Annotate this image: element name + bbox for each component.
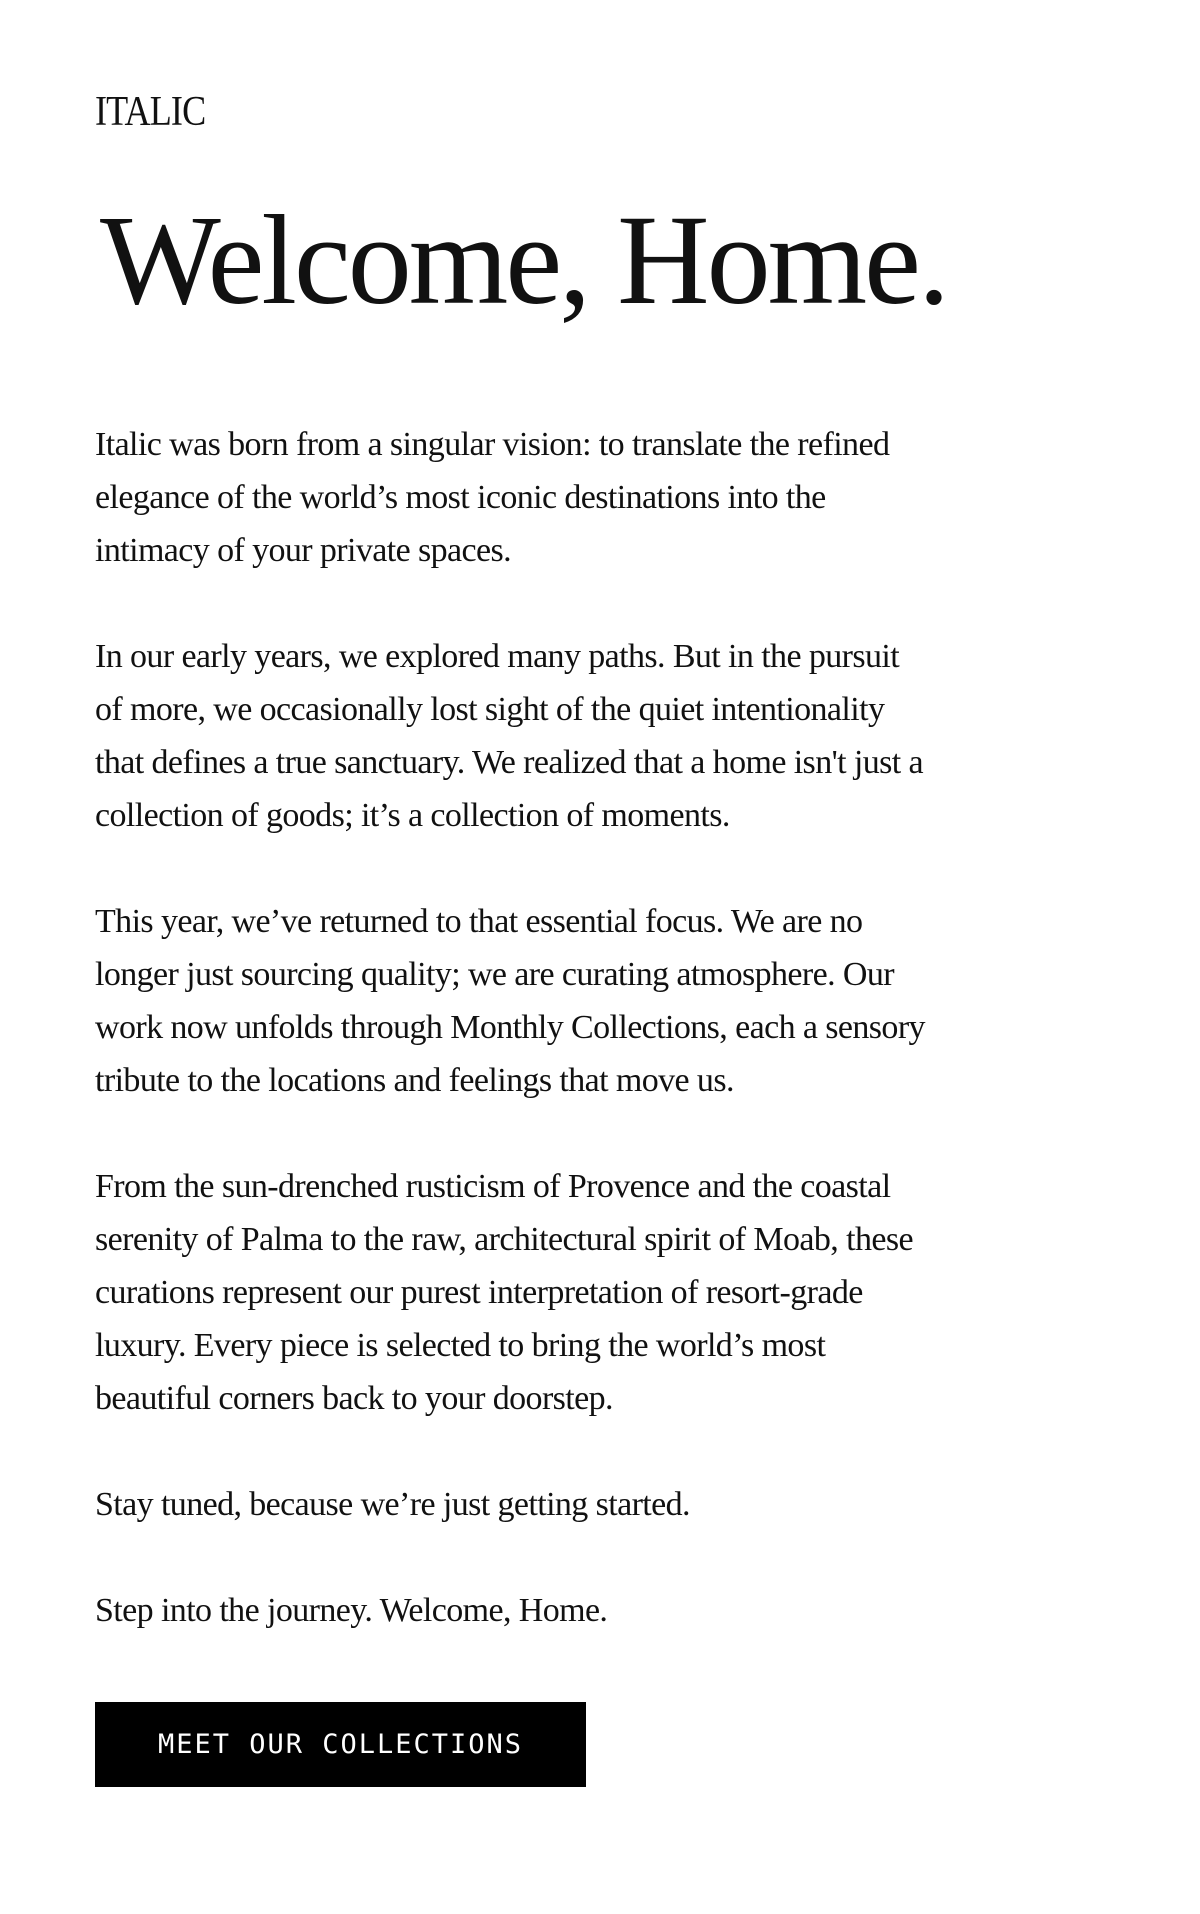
paragraph-line: This year, we’ve returned to that essential focus. We are no bbox=[95, 903, 863, 940]
paragraph-line: In our early years, we explored many paths. But in the pursuit bbox=[95, 638, 900, 675]
body-paragraph bbox=[95, 418, 1135, 577]
paragraph-line: curations represent our purest interpretation of resort-grade bbox=[95, 1274, 863, 1311]
paragraph-line: elegance of the world’s most iconic destinations into the bbox=[95, 479, 826, 516]
brand-logo[interactable]: ITALIC bbox=[95, 89, 206, 135]
paragraph-line: Stay tuned, because we’re just getting started. bbox=[95, 1486, 690, 1523]
paragraph-line: intimacy of your private spaces. bbox=[95, 532, 512, 569]
paragraph-line: longer just sourcing quality; we are curating atmosphere. Our bbox=[95, 956, 894, 993]
paragraph-line: work now unfolds through Monthly Collections, each a sensory bbox=[95, 1009, 925, 1046]
page-title: Welcome, Home. bbox=[100, 189, 947, 331]
body-paragraph bbox=[95, 1478, 1135, 1531]
body-paragraph bbox=[95, 1584, 1135, 1637]
paragraph-line: of more, we occasionally lost sight of the quiet intentionality bbox=[95, 691, 885, 728]
paragraph-line: collection of goods; it’s a collection of moments. bbox=[95, 797, 730, 834]
body-paragraph bbox=[95, 630, 1135, 842]
paragraph-line: serenity of Palma to the raw, architectural spirit of Moab, these bbox=[95, 1221, 913, 1258]
body-paragraph bbox=[95, 1160, 1135, 1425]
paragraph-line: beautiful corners back to your doorstep. bbox=[95, 1380, 613, 1417]
paragraph-line: luxury. Every piece is selected to bring the world’s most bbox=[95, 1327, 826, 1364]
paragraph-line: Step into the journey. Welcome, Home. bbox=[95, 1592, 608, 1629]
letter-body bbox=[95, 418, 1135, 1690]
meet-our-collections-button[interactable]: MEET OUR COLLECTIONS bbox=[95, 1702, 586, 1787]
paragraph-line: Italic was born from a singular vision: to translate the refined bbox=[95, 426, 890, 463]
paragraph-line: that defines a true sanctuary. We realized that a home isn't just a bbox=[95, 744, 923, 781]
paragraph-line: tribute to the locations and feelings that move us. bbox=[95, 1062, 734, 1099]
body-paragraph bbox=[95, 895, 1135, 1107]
paragraph-line: From the sun-drenched rusticism of Provence and the coastal bbox=[95, 1168, 891, 1205]
